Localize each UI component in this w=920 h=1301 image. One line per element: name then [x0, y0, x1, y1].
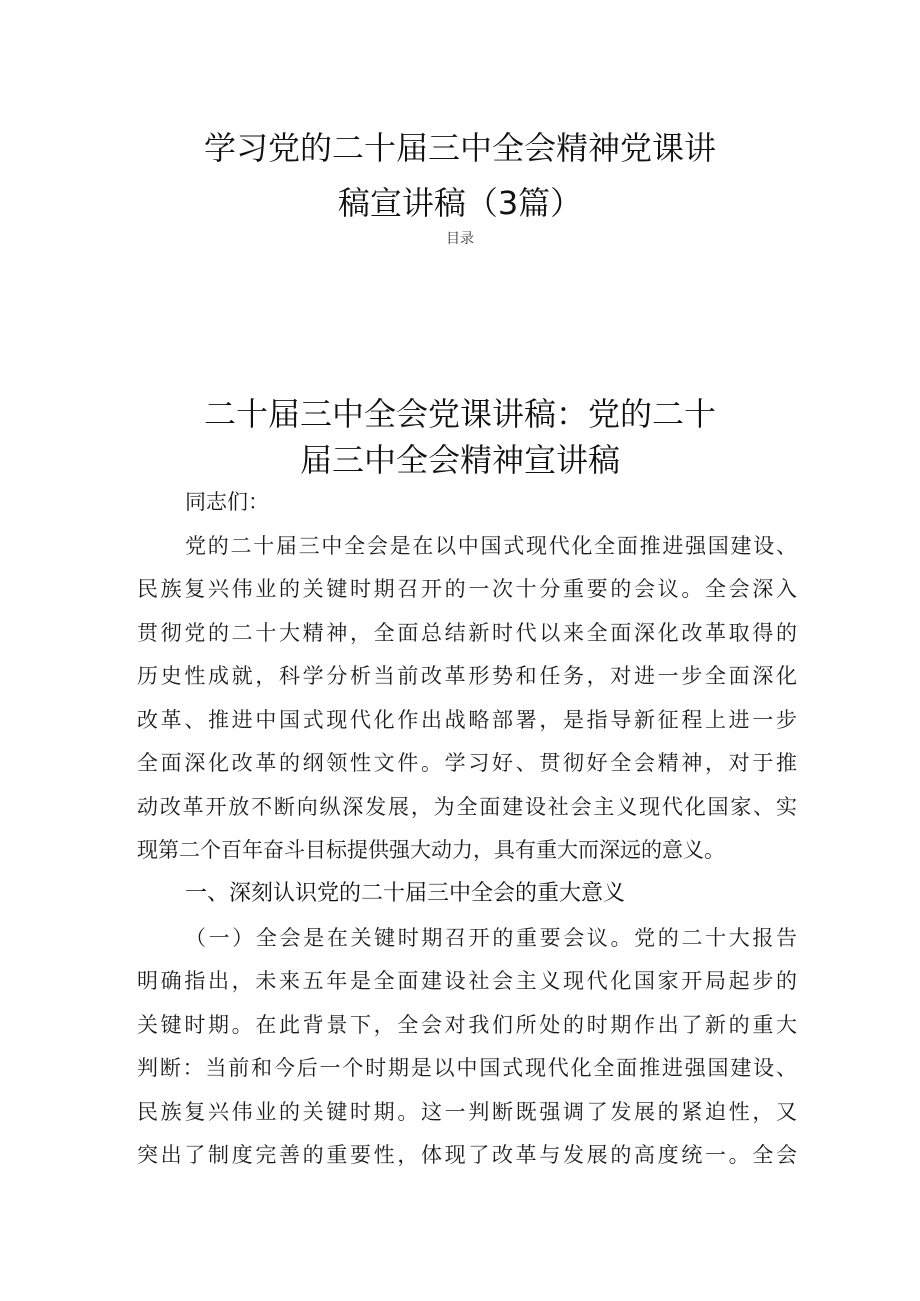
section-title-line-2: 届三中全会精神宣讲稿 — [299, 441, 620, 479]
section-title-line-1: 二十届三中全会党课讲稿：党的二十 — [203, 395, 716, 433]
paragraph-line: 突出了制度完善的重要性，体现了改革与发展的高度统一。全会 — [137, 1143, 797, 1167]
paragraph-line: 党的二十届三中全会是在以中国式现代化全面推进强国建设、 — [185, 534, 797, 558]
paragraph-line: 全面深化改革的纲领性文件。学习好、贯彻好全会精神，对于推 — [137, 751, 797, 775]
table-of-contents-label: 目录 — [446, 231, 474, 247]
paragraph-line: 关键时期。在此背景下，全会对我们所处的时期作出了新的重大 — [137, 1013, 797, 1037]
paragraph-line: 民族复兴伟业的关键时期召开的一次十分重要的会议。全会深入 — [137, 577, 797, 601]
paragraph-line: （一）全会是在关键时期召开的重要会议。党的二十大报告 — [185, 926, 797, 950]
paragraph-line: 明确指出，未来五年是全面建设社会主义现代化国家开局起步的 — [137, 969, 797, 993]
paragraph-line: 历史性成就，科学分析当前改革形势和任务，对进一步全面深化 — [137, 664, 797, 688]
paragraph-line: 民族复兴伟业的关键时期。这一判断既强调了发展的紧迫性，又 — [137, 1100, 797, 1124]
paragraph-line: 判断：当前和今后一个时期是以中国式现代化全面推进强国建设、 — [137, 1056, 797, 1080]
section-heading-1: 一、深刻认识党的二十届三中全会的重大意义 — [185, 881, 626, 906]
salutation: 同志们： — [185, 490, 269, 514]
document-title-line-2: 稿宣讲稿（3篇） — [337, 184, 583, 222]
document-title-line-1: 学习党的二十届三中全会精神党课讲 — [203, 129, 716, 167]
paragraph-line: 改革、推进中国式现代化作出战略部署，是指导新征程上进一步 — [137, 708, 797, 732]
paragraph-line: 动改革开放不断向纵深发展，为全面建设社会主义现代化国家、实 — [137, 795, 797, 819]
paragraph-line: 贯彻党的二十大精神，全面总结新时代以来全面深化改革取得的 — [137, 621, 797, 645]
paragraph-line: 现第二个百年奋斗目标提供强大动力，具有重大而深远的意义。 — [137, 838, 725, 862]
